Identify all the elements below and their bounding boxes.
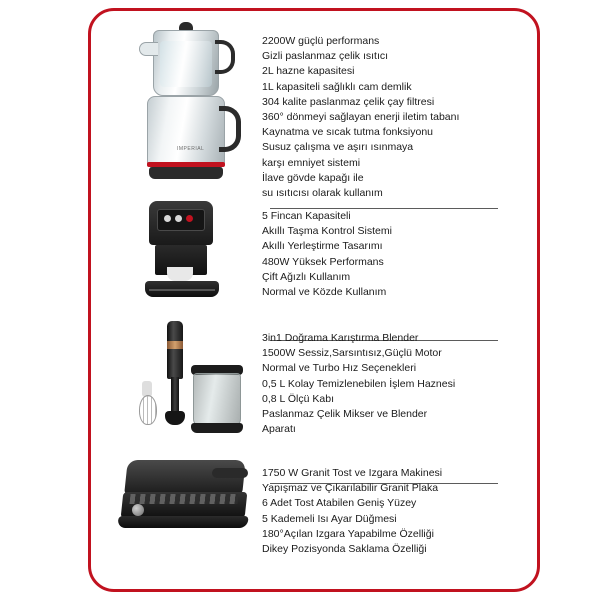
blender-stainless-shaft [171,377,179,413]
feature-line: 3in1 Doğrama Karıştırma Blender [262,332,419,344]
kettle-handle [219,106,241,152]
feature-line: Normal ve Turbo Hız Seçenekleri [262,362,417,375]
product-block-grill-toaster [110,454,520,564]
coffee-machine-button [175,215,182,222]
chopper-jar-base [191,423,243,433]
feature-line: İlave gövde kapağı ile [262,171,364,184]
turkish-coffee-machine-image [131,197,241,305]
kettle-base-plate [149,167,223,179]
whisk-wires [139,395,157,425]
feature-line: Susuz çalışma ve aşırı ısınmaya [262,141,414,154]
hand-blender-set-image [121,319,251,441]
feature-line: Normal ve Közde Kullanım [262,286,387,299]
feature-line: 1L kapasiteli sağlıklı cam demlik [262,80,412,93]
feature-line: 1750 W Granit Tost ve Izgara Makinesi [262,467,443,479]
granite-grill-toast-machine-image [116,454,256,540]
product-sections [110,22,520,564]
product-block-tea-maker [110,22,520,200]
coffee-machine-button [164,215,171,222]
product-block-coffee-machine [110,197,520,319]
chopper-jar [193,373,241,427]
feature-line: 304 kalite paslanmaz çelik çay filtresi [262,95,435,108]
feature-line: Aparatı [262,423,296,436]
feature-line: 180°Açılan Izgara Yapabilme Özelliği [262,527,434,540]
blender-feature-list [262,319,520,437]
coffee-machine-image-column [110,197,262,305]
feature-line: Gizli paslanmaz çelik ısıtıcı [262,50,389,63]
feature-line: 0,8 L Ölçü Kabı [262,392,334,405]
grill-image-column [110,454,262,540]
feature-line: 0,5 L Kolay Temizlenebilen İşlem Haznesi [262,377,456,390]
feature-line: su ısıtıcısı olarak kullanım [262,187,383,200]
feature-line: Yapışmaz ve Çıkarılabilir Granit Plaka [262,482,439,495]
product-block-hand-blender [110,319,520,454]
blender-blade-foot [165,411,185,425]
feature-line: 5 Fincan Kapasiteli [262,210,351,222]
feature-line: 1500W Sessiz,Sarsıntısız,Güçlü Motor [262,347,442,360]
feature-line: Paslanmaz Çelik Mikser ve Blender [262,408,428,421]
tea-maker-feature-list [262,22,520,201]
grill-granite-plate [129,494,238,504]
feature-line: karşı emniyet sistemi [262,156,361,169]
grill-base [117,516,248,528]
feature-line: Akıllı Taşma Kontrol Sistemi [262,225,392,238]
feature-line: 2200W güçlü performans [262,35,380,47]
kettle-body [147,96,225,168]
feature-line: Akıllı Yerleştirme Tasarımı [262,240,383,253]
teapot-handle [215,40,235,74]
blender-copper-ring [167,341,183,349]
whisk-attachment [137,381,157,425]
feature-line: 480W Yüksek Performans [262,255,384,268]
coffee-machine-base-trim [149,289,215,291]
grill-feature-list [262,454,520,557]
brand-label: IMPERIAL [177,146,205,152]
electric-tea-maker-image [131,22,241,182]
feature-line: 5 Kademeli Isı Ayar Düğmesi [262,512,397,525]
blender-image-column [110,319,262,441]
grill-handle [212,468,248,478]
teapot-spout [139,42,158,56]
teapot-glass-reflection [160,41,212,87]
coffee-machine-feature-list [262,197,520,300]
feature-line: Çift Ağızlı Kullanım [262,270,351,283]
blender-motor-body [167,321,183,379]
feature-line: Dikey Pozisyonda Saklama Özelliği [262,543,427,556]
feature-line: 2L hazne kapasitesi [262,65,355,78]
coffee-cup [167,267,193,281]
feature-line: Kaynatma ve sıcak tutma fonksiyonu [262,126,433,139]
teapot-glass-pot [153,30,219,96]
tea-maker-image-column [110,22,262,182]
coffee-machine-power-button [186,215,193,222]
temperature-knob [132,504,144,516]
feature-line: 360° dönmeyi sağlayan enerji iletim tabanı [262,111,460,124]
feature-line: 6 Adet Tost Atabilen Geniş Yüzey [262,497,417,510]
